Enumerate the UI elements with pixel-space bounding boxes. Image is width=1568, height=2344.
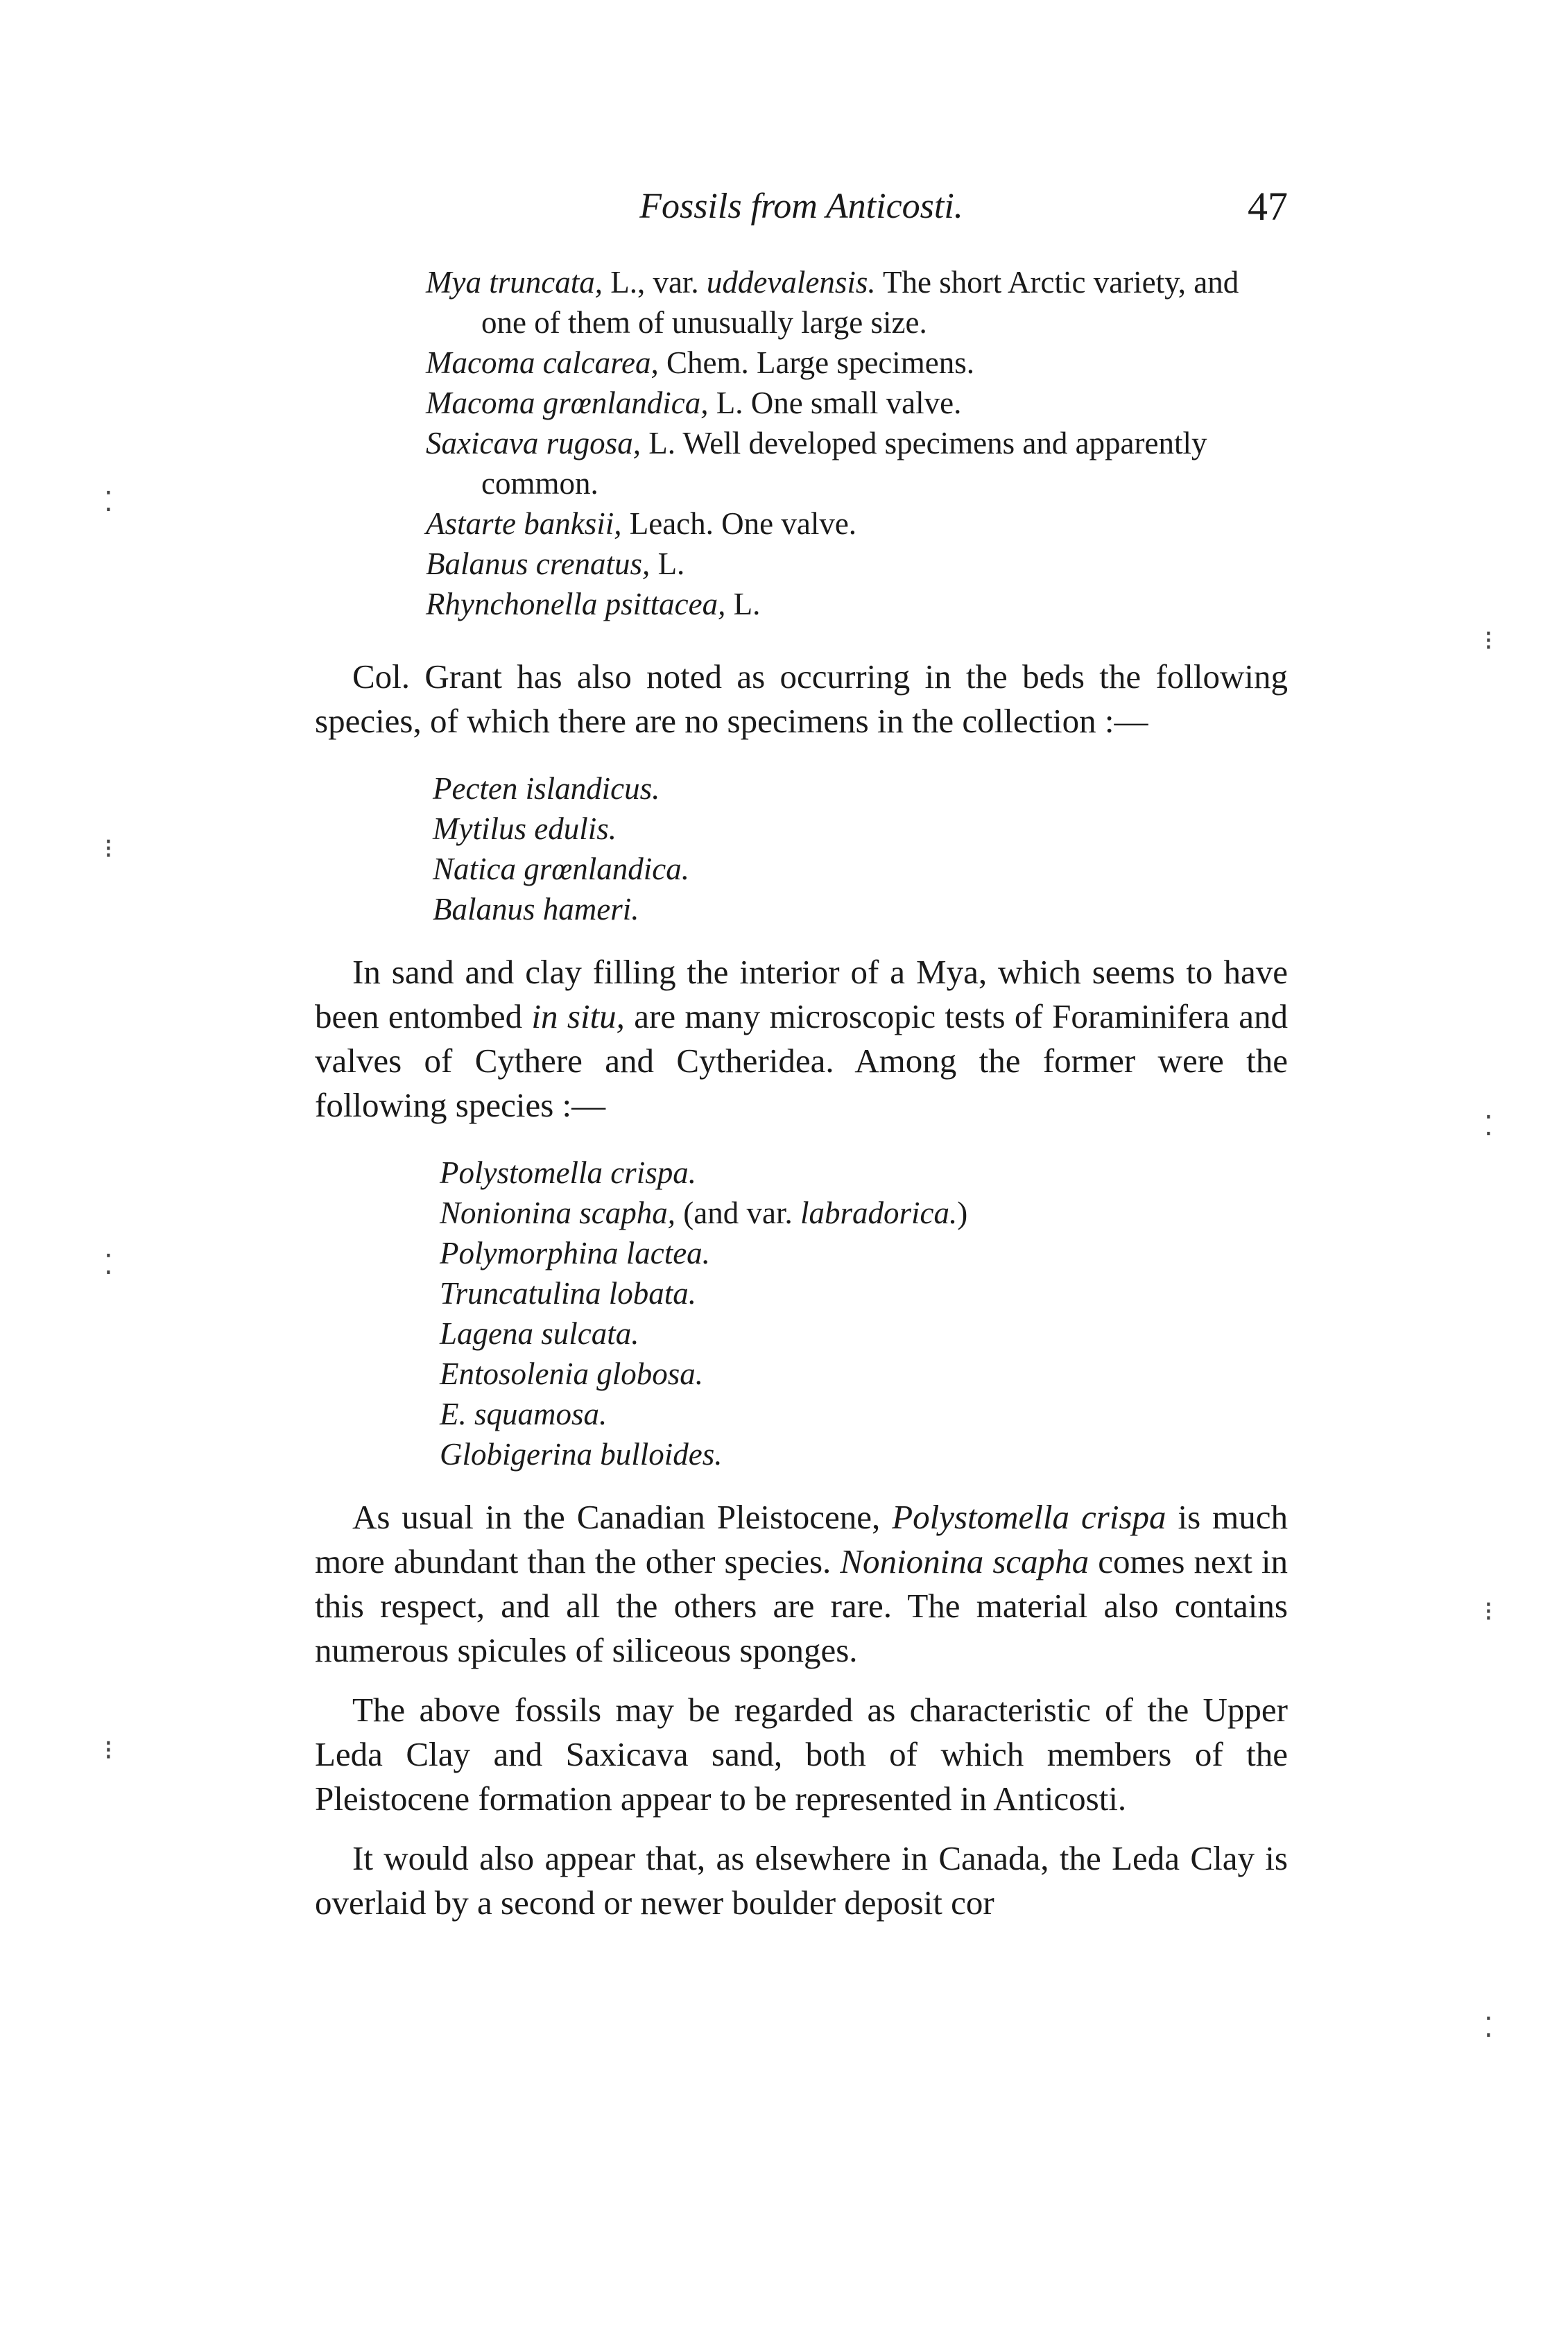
scan-edge-mark: ⁚ [104,1249,113,1280]
paragraph-boulder-deposit: It would also appear that, as elsewhere in Canada, the Leda Clay is overlaid by a second or newer boulder deposit cor [315,1839,1288,1922]
paragraph-grant-species: Col. Grant has also noted as occurring in the beds the following species, of which there are no specimens in the collection :— [315,657,1288,740]
scan-edge-mark: ⁚ [1484,2012,1493,2043]
paragraph-foraminifera: In sand and clay filling the interior of a Mya, which seems to have been entombed in situ, are many microscopic tests of Foraminifera and valves of Cythere and Cytheridea. Among the former were the following species :— [315,953,1288,1124]
scan-edge-mark: ⁝ [1484,625,1493,656]
paragraph-abundance: As usual in the Canadian Pleistocene, Polystomella crispa is much more abundant than the other species. Nonionina scapha comes next in this respect, and all the others are rare. The material also contains numerous spicules of siliceous sponges. [315,1498,1289,1669]
list-item: Entosolenia globosa. [440,1356,703,1391]
list-item: Astarte banksii, Leach. One valve. [426,506,857,541]
list-item: Pecten islandicus. [433,771,660,806]
scan-edge-mark: ⁝ [104,1734,113,1766]
list-item: Nonionina scapha, (and var. labradorica.) [440,1196,968,1230]
list-item: Rhynchonella psittacea, L. [426,587,761,621]
scan-edge-mark: ⁝ [1484,1596,1493,1627]
list-item: E. squamosa. [440,1397,608,1431]
scan-edge-mark: ⁚ [1484,1110,1493,1141]
running-title: Fossils from Anticosti. [639,187,963,226]
paragraph-leda-clay: The above fossils may be regarded as characteristic of the Upper Leda Clay and Saxicava sand, both of which members of the Pleistocene formation appear to be represented in Anticosti. [315,1691,1288,1818]
species-list-noted [433,768,1288,929]
list-item: Natica grœnlandica. [433,852,689,886]
list-item: Polystomella crispa. [440,1155,696,1190]
species-list-collected [426,262,1288,624]
list-item: Mya truncata, L., var. uddevalensis. The short Arctic variety, and one of them of unusually large size. [426,265,1239,340]
list-item: Lagena sulcata. [440,1316,639,1351]
list-item: Balanus hameri. [433,892,639,927]
list-item: Polymorphina lactea. [440,1236,710,1270]
species-list-foraminifera [440,1153,1288,1474]
list-item: Truncatulina lobata. [440,1276,697,1311]
page-header [315,186,1288,234]
page-number: 47 [1248,184,1288,229]
list-item: Globigerina bulloides. [440,1437,723,1472]
list-item: Macoma calcarea, Chem. Large specimens. [426,345,975,380]
scan-edge-mark: ⁚ [104,486,113,517]
list-item: Saxicava rugosa, L. Well developed specimens and apparently common. [426,426,1207,501]
scan-edge-mark: ⁝ [104,833,113,864]
list-item: Mytilus edulis. [433,811,617,846]
page-body [315,262,1288,1925]
list-item: Macoma grœnlandica, L. One small valve. [426,386,962,420]
list-item: Balanus crenatus, L. [426,546,685,581]
